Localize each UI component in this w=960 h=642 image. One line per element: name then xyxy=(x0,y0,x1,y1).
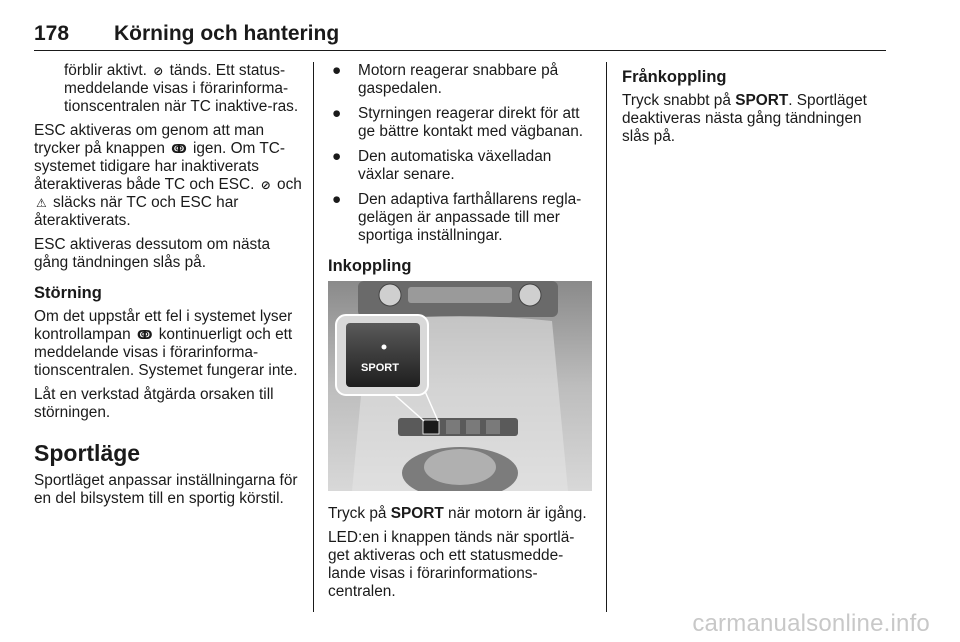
section-heading-frankoppling: Frånkoppling xyxy=(622,68,727,86)
bullet-icon: ● xyxy=(332,62,342,79)
paragraph: Låt en verkstad åtgärda orsaken till störningen. xyxy=(34,386,274,421)
sport-button-magnified xyxy=(346,323,420,387)
page-title: Körning och hantering xyxy=(114,22,340,45)
esc-off-icon: ⚠ xyxy=(36,196,47,210)
bullet-icon: ● xyxy=(332,105,342,122)
sport-keyword: SPORT xyxy=(390,505,444,522)
watermark: carmanualsonline.info xyxy=(692,610,930,637)
bullet-icon: ● xyxy=(332,191,342,208)
list-item: ● Motorn reagerar snabbare på gaspedalen. xyxy=(332,62,559,97)
list-item: ● Styrningen reagerar direkt för att ge bättre kontakt med vägbanan. xyxy=(332,105,584,140)
bullet-list xyxy=(328,62,594,245)
switch xyxy=(446,420,460,434)
car-skid-icon: ↂ xyxy=(136,328,153,342)
column-right xyxy=(622,62,886,152)
paragraph: ESC aktiveras dessutom om nästa gång tändningen slås på. xyxy=(34,236,271,271)
page-number: 178 xyxy=(34,22,70,45)
paragraph: Tryck på SPORT när motorn är igång. xyxy=(328,505,587,522)
climate-knob-icon xyxy=(519,284,541,306)
paragraph: Tryck snabbt på SPORT. Sportläget deaktiveras nästa gång tändningen slås på. xyxy=(622,92,867,145)
paragraph: Om det uppstår ett fel i systemet lyser kontrollampan ↂ kontinuerligt och ett meddelande visas i förarinforma-tionscentralen. Systemet fungerar inte. xyxy=(34,308,298,379)
column-divider xyxy=(606,62,607,612)
paragraph: Sportläget anpassar inställningarna för en del bilsystem till en sportig körstil. xyxy=(34,472,298,507)
sport-button-label: SPORT xyxy=(361,362,399,374)
bullet-icon: ● xyxy=(332,148,342,165)
button-row-top xyxy=(408,287,512,303)
tc-off-icon: ⊘ xyxy=(260,178,271,192)
continued-paragraph: förblir aktivt. ⊘ tänds. Ett status-meddelande visas i förarinforma-tionscentralen när TC inaktive-ras. xyxy=(64,62,299,115)
column-left xyxy=(34,62,302,514)
sport-keyword: SPORT xyxy=(735,92,789,109)
switch xyxy=(466,420,480,434)
column-divider xyxy=(313,62,314,612)
climate-knob-icon xyxy=(379,284,401,306)
sport-button-figure xyxy=(328,281,592,491)
page-header xyxy=(34,20,886,51)
car-skid-icon: ↂ xyxy=(171,142,187,156)
switch xyxy=(486,420,500,434)
gear-shifter-knob xyxy=(424,449,496,485)
list-item: ● Den adaptiva farthållarens regla-gelägen är anpassade till mer sportiga inställningar. xyxy=(332,191,582,244)
tc-off-icon: ⊘ xyxy=(153,64,164,78)
paragraph: ESC aktiveras om genom att man trycker på knappen ↂ igen. Om TC-systemet tidigare har inaktiverats återaktiveras både TC och ESC. ⊘ och ⚠ släcks när TC och ESC har återaktiverats. xyxy=(34,122,302,229)
list-item: ● Den automatiska växelladan växlar senare. xyxy=(332,148,552,183)
column-middle xyxy=(328,62,594,607)
paragraph: LED:en i knappen tänds när sportlä-get aktiveras och ett statusmedde-lande visas i förarinformations-centralen. xyxy=(328,529,575,600)
led-indicator-icon xyxy=(382,345,387,350)
sport-switch-small xyxy=(423,420,439,434)
section-heading-storning: Störning xyxy=(34,284,102,302)
section-heading-inkoppling: Inkoppling xyxy=(328,257,412,275)
section-heading-sportlage: Sportläge xyxy=(34,440,141,466)
